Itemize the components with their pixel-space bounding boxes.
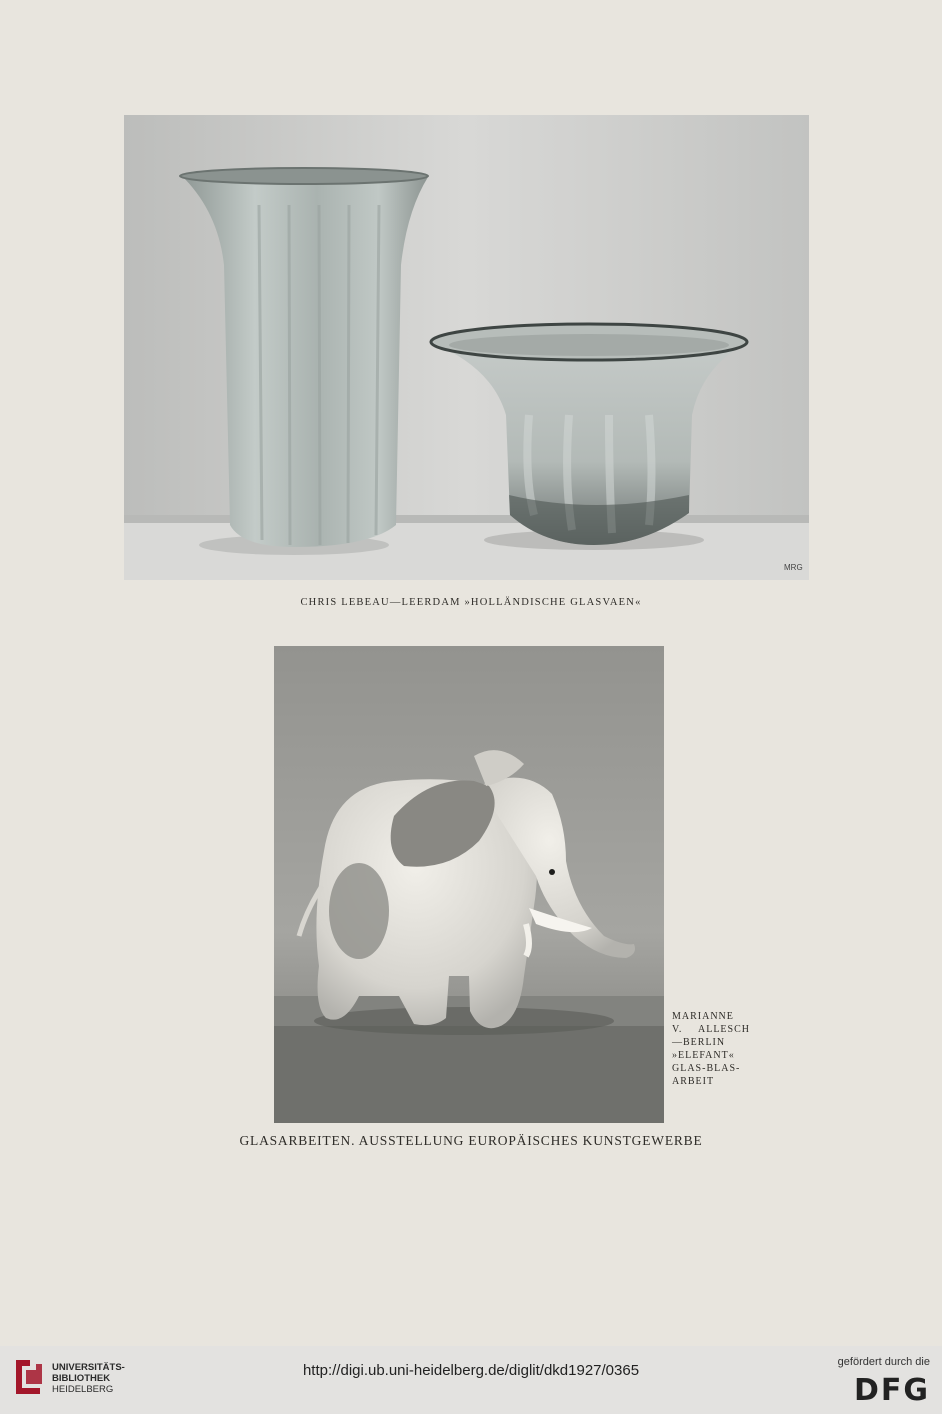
side-caption-line: V. ALLESCH bbox=[672, 1024, 750, 1035]
side-caption-line: MARIANNE bbox=[672, 1011, 734, 1022]
vases-caption: CHRIS LEBEAU—LEERDAM »HOLLÄNDISCHE GLASVAEN« bbox=[300, 597, 642, 608]
page-main-caption: GLASARBEITEN. AUSSTELLUNG EUROPÄISCHES KUNSTGEWERBE bbox=[239, 1133, 703, 1148]
side-caption-line: ARBEIT bbox=[672, 1076, 715, 1087]
library-name-line: UNIVERSITÄTS- bbox=[52, 1362, 125, 1373]
side-caption-line: GLAS-BLAS- bbox=[672, 1063, 741, 1074]
side-caption-line: »ELEFANT« bbox=[672, 1050, 735, 1061]
library-name-line: BIBLIOTHEK bbox=[52, 1373, 111, 1384]
photo-monogram: MRG bbox=[784, 563, 803, 572]
photo-glass-elephant bbox=[274, 646, 664, 1123]
viewer-footer bbox=[0, 1346, 942, 1414]
side-caption-line: —BERLIN bbox=[672, 1037, 726, 1048]
dfg-logo: DFG bbox=[853, 1373, 930, 1408]
funding-note: gefördert durch die bbox=[837, 1356, 930, 1368]
library-name-line: HEIDELBERG bbox=[52, 1384, 114, 1395]
elephant-side-caption bbox=[672, 1010, 750, 1088]
permalink-url[interactable]: http://digi.ub.uni-heidelberg.de/diglit/dkd1927/0365 bbox=[302, 1362, 640, 1379]
photo-glass-vases bbox=[124, 115, 809, 580]
